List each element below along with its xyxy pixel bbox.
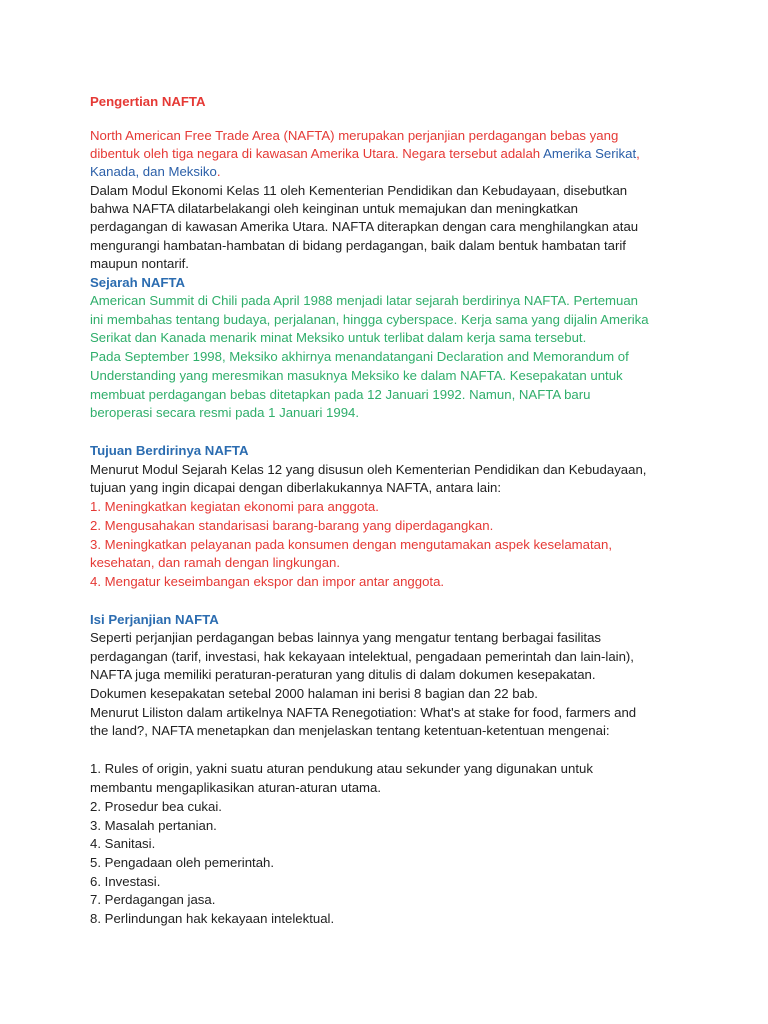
isi-intro-line-1: Seperti perjanjian perdagangan bebas lainnya yang mengatur tentang berbagai fasilitas [90,630,602,645]
pengertian-intro-text: dibentuk oleh tiga negara di kawasan Amerika Utara. Negara tersebut adalah [90,146,544,161]
isi-list-item-1: 1. Rules of origin, yakni suatu aturan pendukung atau sekunder yang digunakan untuk [90,761,593,776]
period: . [216,164,221,179]
tujuan-list-item-4: 4. Mengatur keseimbangan ekspor dan impor antar anggota. [90,574,445,589]
sejarah-line-6: membuat perdagangan bebas ditetapkan pada 12 Januari 1992. Namun, NAFTA baru [90,387,591,402]
tujuan-intro-line-2: tujuan yang ingin dicapai dengan diberlakukannya NAFTA, antara lain: [90,480,502,495]
pengertian-body-line-5: maupun nontarif. [90,256,189,271]
pengertian-body-line-1: Dalam Modul Ekonomi Kelas 11 oleh Kementerian Pendidikan dan Kebudayaan, disebutkan [90,183,628,198]
tujuan-list-item-3-cont: kesehatan, dan ramah dengan lingkungan. [90,555,341,570]
pengertian-body-line-3: perdagangan di kawasan Amerika Utara. NAFTA diterapkan dengan cara menghilangkan atau [90,219,639,234]
pengertian-intro-line-1: North American Free Trade Area (NAFTA) merupakan perjanjian perdagangan bebas yang [90,128,619,143]
isi-list-item-1-cont: membantu mengaplikasikan aturan-aturan utama. [90,780,382,795]
isi-intro-line-4: Dokumen kesepakatan setebal 2000 halaman ini berisi 8 bagian dan 22 bab. [90,686,538,701]
sejarah-line-4: Pada September 1998, Meksiko akhirnya menandatangani Declaration and Memorandum of [90,349,629,364]
sejarah-line-5: Understanding yang meresmikan masuknya Meksiko ke dalam NAFTA. Kesepakatan untuk [90,368,623,383]
isi-intro-line-2: perdagangan (tarif, investasi, hak kekayaan intelektual, pengadaan pemerintah dan lain-lain), [90,649,634,664]
pengertian-body-line-4: mengurangi hambatan-hambatan di bidang perdagangan, baik dalam bentuk hambatan tarif [90,238,626,253]
heading-isi-perjanjian-nafta: Isi Perjanjian NAFTA [90,612,219,627]
isi-intro-line-3: NAFTA juga memiliki peraturan-peraturan yang ditulis di dalam dokumen kesepakatan. [90,667,596,682]
isi-list-item-3: 3. Masalah pertanian. [90,818,217,833]
isi-intro-line-5: Menurut Liliston dalam artikelnya NAFTA Renegotiation: What's at stake for food, farmers and [90,705,637,720]
heading-tujuan-nafta: Tujuan Berdirinya NAFTA [90,443,249,458]
isi-list-item-2: 2. Prosedur bea cukai. [90,799,222,814]
tujuan-list-item-3: 3. Meningkatkan pelayanan pada konsumen dengan mengutamakan aspek keselamatan, [90,537,612,552]
and-separator: , dan [135,164,169,179]
heading-pengertian-nafta: Pengertian NAFTA [90,94,206,109]
tujuan-list-item-1: 1. Meningkatkan kegiatan ekonomi para anggota. [90,499,379,514]
sejarah-line-1: American Summit di Chili pada April 1988 menjadi latar sejarah berdirinya NAFTA. Pertemuan [90,293,639,308]
isi-list-item-5: 5. Pengadaan oleh pemerintah. [90,855,275,870]
sejarah-line-2: ini membahas tentang budaya, perjalanan, hingga cyberspace. Kerja sama yang dijalin Amerika [90,312,649,327]
isi-intro-line-6: the land?, NAFTA menetapkan dan menjelaskan tentang ketentuan-ketentuan mengenai: [90,723,610,738]
comma-separator: , [636,146,640,161]
pengertian-intro-line-2 [90,145,640,163]
tujuan-list-item-2: 2. Mengusahakan standarisasi barang-barang yang diperdagangkan. [90,518,494,533]
tujuan-intro-line-1: Menurut Modul Sejarah Kelas 12 yang disusun oleh Kementerian Pendidikan dan Kebudayaan, [90,462,647,477]
sejarah-line-7: beroperasi secara resmi pada 1 Januari 1994. [90,405,360,420]
link-kanada[interactable]: Kanada [90,164,136,179]
isi-list-item-4: 4. Sanitasi. [90,836,156,851]
pengertian-intro-line-3 [90,163,221,181]
isi-list-item-8: 8. Perlindungan hak kekayaan intelektual. [90,911,335,926]
heading-sejarah-nafta: Sejarah NAFTA [90,275,186,290]
isi-list-item-6: 6. Investasi. [90,874,161,889]
link-meksiko[interactable]: Meksiko [168,164,217,179]
isi-list-item-7: 7. Perdagangan jasa. [90,892,216,907]
pengertian-body-line-2: bahwa NAFTA dilatarbelakangi oleh keinginan untuk memajukan dan meningkatkan [90,201,578,216]
link-amerika-serikat[interactable]: Amerika Serikat [543,146,637,161]
sejarah-line-3: Serikat dan Kanada menarik minat Meksiko untuk terlibat dalam kerja sama tersebut. [90,330,587,345]
